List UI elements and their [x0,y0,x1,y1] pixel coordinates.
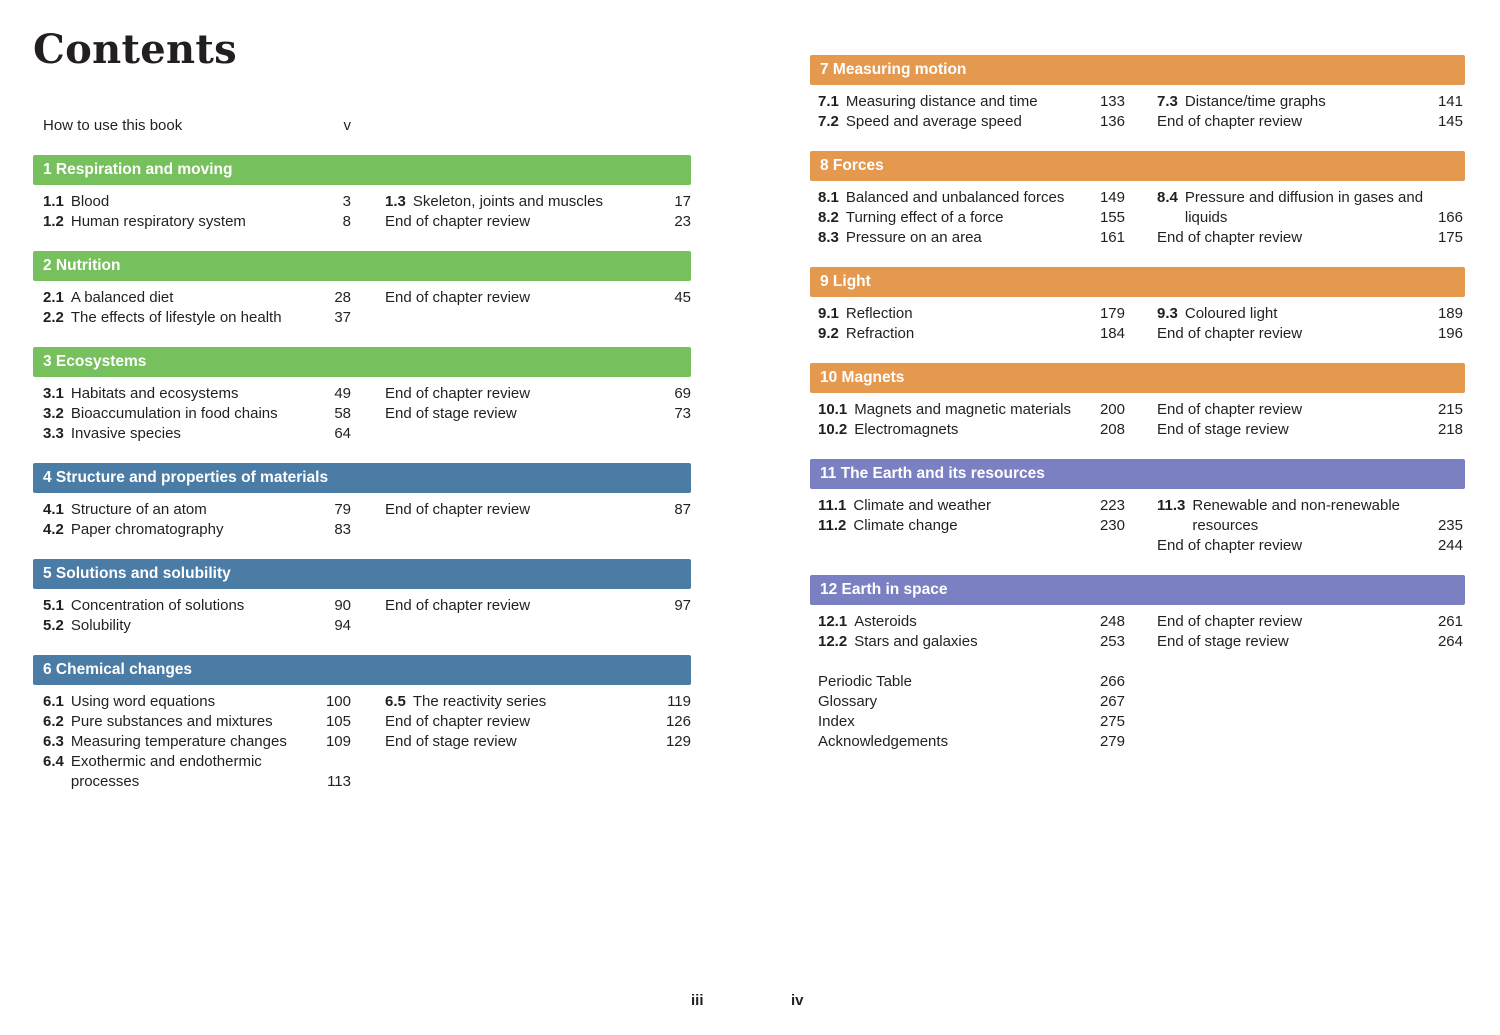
chapter-section [810,267,1465,344]
chapter-section [33,155,691,232]
toc-entry-number: 8.3 [818,229,839,246]
toc-entry-label: Balanced and unbalanced forces [845,189,1065,206]
toc-entry-page: 69 [674,385,691,402]
toc-entry-label: Acknowledgements [818,733,949,750]
toc-entry-label: End of chapter review [1157,613,1303,630]
toc-entry [385,732,691,752]
toc-entry-number: 8.1 [818,189,839,206]
chapter-title: 4 Structure and properties of materials [43,469,329,486]
toc-entry-label: The effects of lifestyle on health [70,309,282,326]
toc-entry-label: A balanced diet [70,289,174,306]
chapter-section [33,655,691,792]
toc-entry-number: 6.5 [385,693,406,710]
toc-entry-label: The reactivity series [412,693,547,710]
toc-entry-page: 94 [334,617,351,634]
toc-entry-label: End of stage review [385,733,517,750]
toc-entry [818,712,1125,732]
toc-entry [818,516,1125,536]
chapter-header-bar [810,55,1465,85]
toc-entry-label: Skeleton, joints and muscles [412,193,603,210]
toc-entry-page: 90 [334,597,351,614]
toc-entry-number: 8.2 [818,209,839,226]
toc-entry [43,288,351,308]
chapter-title: 5 Solutions and solubility [43,565,231,582]
toc-entry [1157,92,1463,112]
toc-entry-label: End of stage review [1157,633,1289,650]
chapter-column-left [818,304,1125,344]
toc-entry-page: 28 [334,289,351,306]
toc-entry [43,212,351,232]
chapter-body [810,188,1465,248]
toc-entry-number: 7.1 [818,93,839,110]
chapter-column-left [43,384,351,444]
toc-entry [385,288,691,308]
toc-entry [818,632,1125,652]
toc-entry-page: 126 [665,713,691,730]
chapter-section [33,559,691,636]
toc-entry-page: 105 [325,713,351,730]
toc-entry-label: Concentration of solutions [70,597,245,614]
toc-entry [43,192,351,212]
toc-entry [385,384,691,404]
toc-entry [385,596,691,616]
toc-entry [818,208,1125,228]
toc-entry-page: 136 [1099,113,1125,130]
toc-entry-page: 155 [1099,209,1125,226]
right-page [810,55,1465,752]
chapter-header-bar [810,363,1465,393]
chapter-header-bar [810,575,1465,605]
toc-entry-number: 9.2 [818,325,839,342]
chapter-column-left [818,188,1125,248]
toc-entry-page: 119 [667,693,691,710]
toc-entry-label: End of chapter review [385,213,531,230]
toc-entry-label: End of chapter review [385,289,531,306]
chapter-body [810,92,1465,132]
toc-entry-label: Distance/time graphs [1184,93,1326,110]
toc-entry-number: 1.2 [43,213,64,230]
toc-entry-label: Index [818,713,855,730]
chapter-column-left [43,692,351,792]
toc-entry [1157,228,1463,248]
toc-entry-number: 5.1 [43,597,64,614]
toc-entry [385,404,691,424]
toc-entry-label: Periodic Table [818,673,912,690]
chapter-body [33,692,691,792]
toc-entry [43,500,351,520]
chapter-body [33,288,691,328]
toc-entry-page: 145 [1437,113,1463,130]
toc-entry-label: Paper chromatography [70,521,224,538]
toc-entry [818,672,1125,692]
toc-entry-label: Bioaccumulation in food chains [70,405,278,422]
chapter-section [33,347,691,444]
chapter-column-left [818,496,1125,556]
toc-entry-page: 37 [334,309,351,326]
toc-entry-page: 17 [674,193,691,210]
toc-entry-page: 267 [1099,693,1125,710]
chapter-column-right [385,384,691,444]
toc-entry [818,692,1125,712]
chapter-column-right [1157,400,1463,440]
chapter-section [810,575,1465,652]
toc-entry-label: End of chapter review [1157,113,1303,130]
toc-entry-number: 10.2 [818,421,848,438]
chapter-title: 3 Ecosystems [43,353,147,370]
toc-entry-page: 230 [1099,517,1125,534]
toc-entry-number: 9.1 [818,305,839,322]
toc-entry [43,752,351,792]
toc-entry-label: End of chapter review [385,501,531,518]
page-right-chapters [810,55,1465,652]
toc-entry-page: 149 [1099,189,1125,206]
toc-entry-label: Turning effect of a force [845,209,1004,226]
toc-entry-page: 266 [1099,673,1125,690]
toc-entry-label: End of chapter review [1157,229,1303,246]
toc-entry-label: Solubility [70,617,131,634]
toc-entry [818,732,1125,752]
left-page [33,26,691,792]
toc-entry-label: Climate and weather [853,497,991,514]
toc-entry-page: 133 [1099,93,1125,110]
toc-entry-label: Pure substances and mixtures [70,713,273,730]
toc-entry-label: Blood [70,193,110,210]
toc-entry-label: End of stage review [385,405,517,422]
toc-entry [818,112,1125,132]
toc-entry-label: Exothermic and endothermic processes [70,753,262,790]
toc-entry [818,496,1125,516]
toc-entry-number: 11.2 [818,517,847,534]
toc-entry-page: 109 [325,733,351,750]
toc-entry-number: 12.1 [818,613,848,630]
toc-entry [1157,496,1463,536]
toc-entry-label: Measuring distance and time [845,93,1038,110]
toc-entry-page: 275 [1099,713,1125,730]
toc-entry [1157,420,1463,440]
toc-entry-page: 179 [1099,305,1125,322]
toc-entry [43,616,351,636]
toc-entry-label: End of chapter review [1157,325,1303,342]
toc-entry-page: 223 [1099,497,1125,514]
chapter-body [33,384,691,444]
chapter-body [810,496,1465,556]
chapter-column-left [43,288,351,328]
toc-entry-page: 23 [674,213,691,230]
toc-entry-label: Glossary [818,693,878,710]
chapter-body [810,612,1465,652]
toc-entry-page: 161 [1099,229,1125,246]
toc-entry-page: 49 [334,385,351,402]
toc-entry [385,712,691,732]
toc-entry [818,400,1125,420]
toc-entry [1157,112,1463,132]
chapter-header-bar [33,559,691,589]
toc-entry-number: 2.1 [43,289,64,306]
toc-entry-label: Refraction [845,325,915,342]
toc-entry-number: 6.3 [43,733,64,750]
toc-entry-number: 2.2 [43,309,64,326]
toc-entry-number: 3.1 [43,385,64,402]
chapter-header-bar [810,151,1465,181]
chapter-body [33,596,691,636]
toc-entry-number: 7.3 [1157,93,1178,110]
left-page-number: iii [691,992,704,1009]
chapter-title: 11 The Earth and its resources [820,465,1045,482]
toc-entry-page: 253 [1099,633,1125,650]
chapter-column-right [1157,496,1463,556]
toc-entry-label: Measuring temperature changes [70,733,287,750]
toc-entry-page: 184 [1099,325,1125,342]
toc-entry-label: Magnets and magnetic materials [854,401,1071,418]
chapter-header-bar [33,655,691,685]
chapter-header-bar [33,463,691,493]
chapter-column-right [385,500,691,540]
chapter-title: 6 Chemical changes [43,661,193,678]
toc-entry-number: 7.2 [818,113,839,130]
toc-entry-label: End of stage review [1157,421,1289,438]
toc-entry-page: 113 [327,773,351,790]
toc-entry-number: 11.1 [818,497,847,514]
chapter-column-left [43,192,351,232]
toc-entry-page: 175 [1437,229,1463,246]
toc-entry-label: End of chapter review [385,597,531,614]
toc-entry-page: 83 [334,521,351,538]
toc-entry-number: 3.3 [43,425,64,442]
toc-entry-number: 11.3 [1157,497,1186,514]
chapter-section [33,251,691,328]
chapter-section [810,55,1465,132]
chapter-header-bar [810,459,1465,489]
toc-entry [1157,536,1463,556]
toc-entry-number: 12.2 [818,633,848,650]
toc-entry-label: Pressure and diffusion in gases and liquids [1184,189,1424,226]
toc-entry-label: End of chapter review [385,385,531,402]
toc-entry-page: 279 [1099,733,1125,750]
toc-entry [43,404,351,424]
chapter-column-right [1157,92,1463,132]
toc-entry [818,92,1125,112]
toc-entry-label: Invasive species [70,425,181,442]
toc-entry-page: 129 [665,733,691,750]
toc-entry-page: 79 [334,501,351,518]
toc-entry-number: 8.4 [1157,189,1178,206]
page-left-chapters [33,155,691,792]
toc-entry [43,692,351,712]
toc-entry [818,304,1125,324]
toc-entry [43,308,351,328]
toc-entry-label: Climate change [853,517,958,534]
toc-entry-label: Human respiratory system [70,213,246,230]
chapter-column-right [385,692,691,792]
toc-entry-page: 64 [334,425,351,442]
toc-entry [43,596,351,616]
toc-entry-label: Stars and galaxies [854,633,978,650]
toc-entry-label: End of chapter review [1157,537,1303,554]
chapter-column-left [818,92,1125,132]
chapter-title: 7 Measuring motion [820,61,967,78]
chapter-column-left [818,400,1125,440]
chapter-section [810,151,1465,248]
toc-entry-page: 100 [325,693,351,710]
toc-entry-page: 166 [1437,209,1463,226]
toc-entry-page: 189 [1437,305,1463,322]
toc-entry-label: End of chapter review [1157,401,1303,418]
toc-entry [818,420,1125,440]
toc-entry [818,324,1125,344]
toc-entry [1157,304,1463,324]
toc-entry-label: Speed and average speed [845,113,1022,130]
toc-entry-page: 58 [334,405,351,422]
toc-entry-number: 5.2 [43,617,64,634]
toc-entry-label: Asteroids [854,613,917,630]
chapter-column-right [1157,304,1463,344]
toc-entry [818,228,1125,248]
chapter-column-left [43,596,351,636]
chapter-column-right [385,596,691,636]
toc-entry-page: 218 [1437,421,1463,438]
toc-entry-label: End of chapter review [385,713,531,730]
right-page-number: iv [791,992,804,1009]
toc-entry-page: 3 [342,193,351,210]
toc-entry-page: 244 [1437,537,1463,554]
toc-entry-label: Reflection [845,305,913,322]
toc-entry-page: 97 [674,597,691,614]
toc-entry-page: 215 [1437,401,1463,418]
chapter-column-right [1157,188,1463,248]
toc-entry [43,424,351,444]
chapter-header-bar [810,267,1465,297]
toc-entry-number: 1.3 [385,193,406,210]
toc-entry [385,192,691,212]
chapter-title: 1 Respiration and moving [43,161,233,178]
toc-entry [1157,612,1463,632]
chapter-column-left [43,500,351,540]
chapter-column-left [818,612,1125,652]
toc-entry-label: Coloured light [1184,305,1278,322]
toc-entry [385,500,691,520]
toc-entry-number: 9.3 [1157,305,1178,322]
toc-entry-number: 1.1 [43,193,64,210]
toc-entry-label: Habitats and ecosystems [70,385,239,402]
chapter-title: 8 Forces [820,157,884,174]
toc-entry-label: Renewable and non-renewable resources [1192,497,1401,534]
toc-entry [1157,632,1463,652]
chapter-column-right [385,288,691,328]
front-matter-label: How to use this book [43,117,183,134]
toc-entry-page: 235 [1437,517,1463,534]
toc-entry-number: 4.2 [43,521,64,538]
toc-entry-page: 141 [1437,93,1463,110]
toc-entry-number: 6.4 [43,753,64,770]
chapter-body [33,500,691,540]
toc-entry [43,712,351,732]
toc-entry [1157,324,1463,344]
chapter-header-bar [33,347,691,377]
chapter-section [810,363,1465,440]
toc-entry-page: 208 [1099,421,1125,438]
toc-entry [818,612,1125,632]
toc-entry [1157,400,1463,420]
toc-entry-label: Pressure on an area [845,229,982,246]
front-matter-row [33,116,351,136]
toc-entry [43,520,351,540]
chapter-column-right [1157,612,1463,652]
toc-entry [43,732,351,752]
toc-entry-page: 248 [1099,613,1125,630]
toc-entry-page: 196 [1437,325,1463,342]
toc-entry [1157,188,1463,228]
front-matter-page: v [343,117,351,134]
chapter-title: 9 Light [820,273,871,290]
chapter-body [810,400,1465,440]
chapter-body [33,192,691,232]
chapter-title: 10 Magnets [820,369,905,386]
toc-entry-page: 73 [674,405,691,422]
toc-entry-label: Electromagnets [854,421,959,438]
chapter-section [33,463,691,540]
toc-entry [43,384,351,404]
toc-entry-page: 87 [674,501,691,518]
chapter-header-bar [33,155,691,185]
toc-entry-number: 10.1 [818,401,848,418]
chapter-title: 12 Earth in space [820,581,948,598]
chapter-header-bar [33,251,691,281]
toc-entry-page: 8 [342,213,351,230]
toc-entry-number: 6.2 [43,713,64,730]
back-matter-list [810,672,1125,752]
toc-entry-page: 264 [1437,633,1463,650]
toc-entry-label: Using word equations [70,693,216,710]
toc-entry-number: 4.1 [43,501,64,518]
chapter-title: 2 Nutrition [43,257,121,274]
chapter-body [810,304,1465,344]
toc-entry [385,692,691,712]
page-title: Contents [33,26,238,73]
toc-entry-page: 261 [1437,613,1463,630]
toc-entry-label: Structure of an atom [70,501,207,518]
chapter-column-right [385,192,691,232]
toc-entry [818,188,1125,208]
chapter-section [810,459,1465,556]
toc-entry-page: 200 [1099,401,1125,418]
toc-entry-number: 3.2 [43,405,64,422]
toc-entry [385,212,691,232]
toc-entry-page: 45 [674,289,691,306]
toc-entry-number: 6.1 [43,693,64,710]
